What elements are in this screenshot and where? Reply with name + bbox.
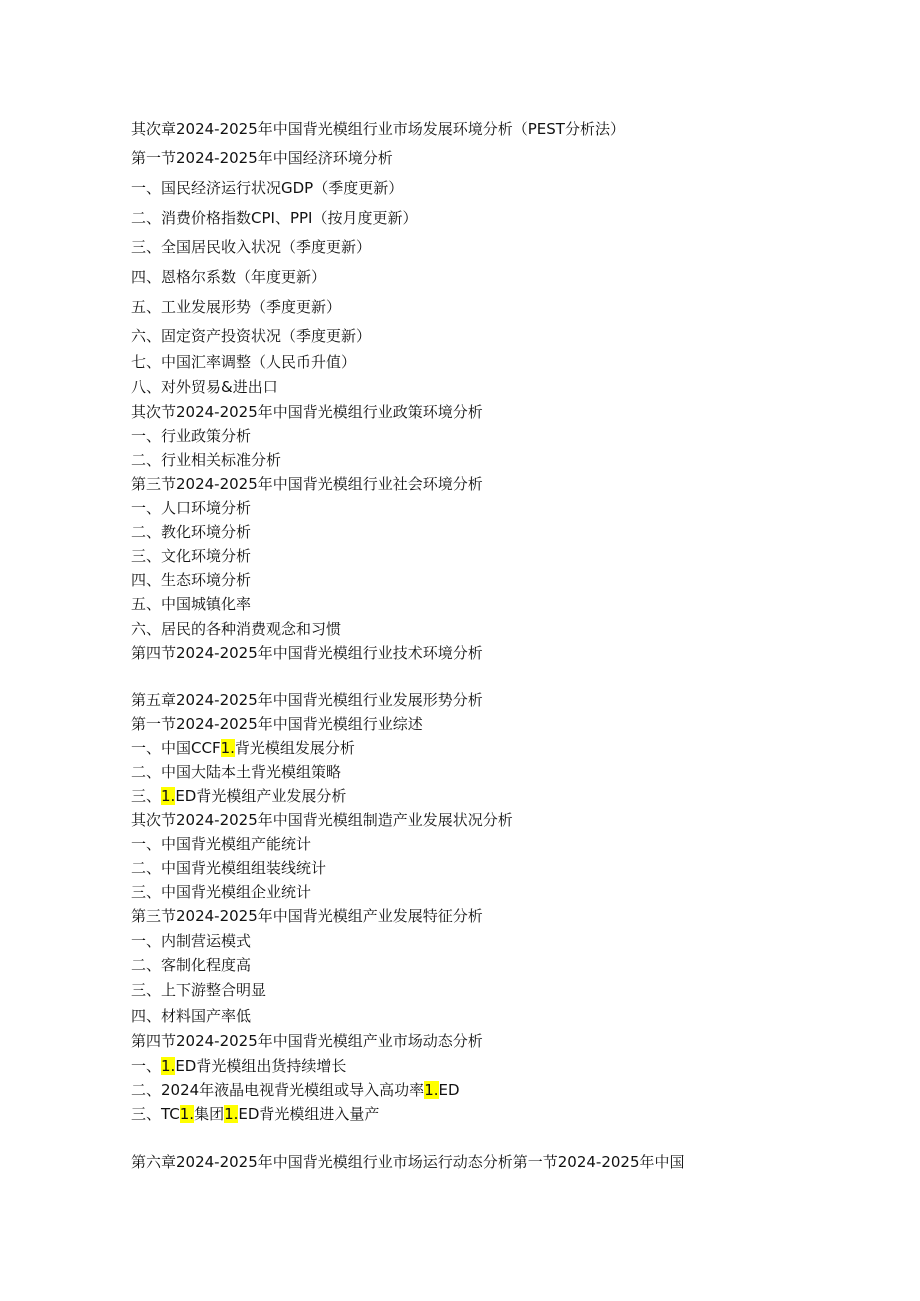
list-item: 三、上下游整合明显 [131,981,267,999]
list-item: 一、行业政策分析 [131,427,252,445]
text-run: ED背光模组进入量产 [238,1105,380,1123]
section-heading: 其次节2024-2025年中国背光模组制造产业发展状况分析 [131,811,513,829]
list-item: 三、中国背光模组企业统计 [131,883,312,901]
highlighted-text: 1. [220,739,235,757]
text-run: 背光模组发展分析 [234,739,355,757]
section-heading: 第四节2024-2025年中国背光模组产业市场动态分析 [131,1032,483,1050]
list-item: 二、中国大陆本土背光模组策略 [131,763,342,781]
text-run: 一、 [131,1057,162,1075]
list-item: 一、内制营运模式 [131,932,252,950]
list-item: 五、工业发展形势（季度更新） [131,298,342,316]
list-item: 二、教化环境分析 [131,523,252,541]
text-run: 三、TC [131,1105,180,1123]
list-item: 四、恩格尔系数（年度更新） [131,268,327,286]
list-item [131,1080,460,1100]
highlighted-text: 1. [424,1081,439,1099]
text-run: ED [438,1081,460,1099]
list-item: 一、中国背光模组产能统计 [131,835,312,853]
list-item [131,1104,379,1124]
list-item: 四、材料国产率低 [131,1007,252,1025]
list-item [131,786,346,806]
section-heading: 第三节2024-2025年中国背光模组产业发展特征分析 [131,907,483,925]
list-item [131,738,355,758]
highlighted-text: 1. [161,1057,176,1075]
section-heading: 其次节2024-2025年中国背光模组行业政策环境分析 [131,403,483,421]
list-item: 六、居民的各种消费观念和习惯 [131,620,342,638]
list-item: 二、消费价格指数CPI、PPI（按月度更新） [131,209,418,227]
chapter-heading: 其次章2024-2025年中国背光模组行业市场发展环境分析（PEST分析法） [131,120,625,138]
chapter-heading: 第六章2024-2025年中国背光模组行业市场运行动态分析第一节2024-2025年中国 [131,1153,685,1171]
list-item: 六、固定资产投资状况（季度更新） [131,327,372,345]
text-run: 集团 [194,1105,225,1123]
list-item: 四、生态环境分析 [131,571,252,589]
section-heading: 第四节2024-2025年中国背光模组行业技术环境分析 [131,644,483,662]
list-item: 一、人口环境分析 [131,499,252,517]
text-run: 一、中国CCF [131,739,221,757]
section-heading: 第一节2024-2025年中国背光模组行业综述 [131,715,423,733]
text-run: ED背光模组出货持续增长 [175,1057,347,1075]
section-heading: 第一节2024-2025年中国经济环境分析 [131,149,393,167]
list-item: 五、中国城镇化率 [131,595,252,613]
highlighted-text: 1. [224,1105,239,1123]
list-item: 八、对外贸易&进出口 [131,378,278,396]
text-run: ED背光模组产业发展分析 [175,787,347,805]
list-item: 一、国民经济运行状况GDP（季度更新） [131,179,404,197]
list-item: 三、全国居民收入状况（季度更新） [131,238,372,256]
list-item: 三、文化环境分析 [131,547,252,565]
text-run: 二、2024年液晶电视背光模组或导入高功率 [131,1081,425,1099]
list-item: 二、中国背光模组组装线统计 [131,859,327,877]
list-item: 二、客制化程度高 [131,956,252,974]
highlighted-text: 1. [179,1105,195,1123]
list-item: 七、中国汇率调整（人民币升值） [131,353,357,371]
text-run: 三、 [131,787,162,805]
highlighted-text: 1. [161,787,176,805]
section-heading: 第三节2024-2025年中国背光模组行业社会环境分析 [131,475,483,493]
list-item [131,1056,346,1076]
chapter-heading: 第五章2024-2025年中国背光模组行业发展形势分析 [131,691,483,709]
list-item: 二、行业相关标准分析 [131,451,282,469]
